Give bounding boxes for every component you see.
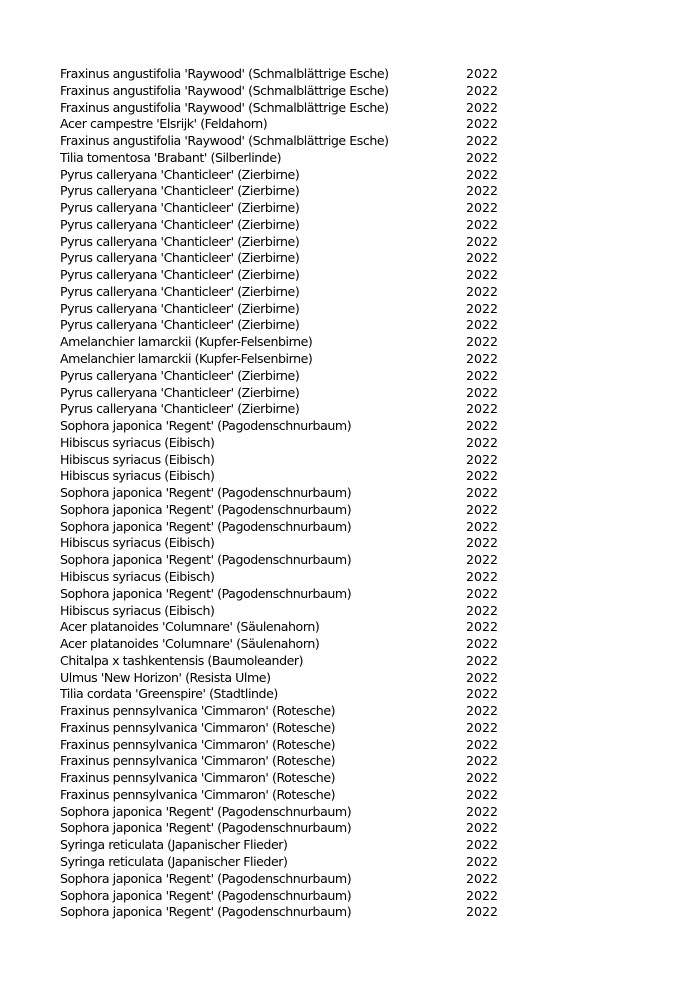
species-cell: Pyrus calleryana 'Chanticleer' (Zierbirne) <box>60 267 300 283</box>
table-row <box>60 904 510 921</box>
species-cell: Fraxinus pennsylvanica 'Cimmaron' (Rotesche) <box>60 719 336 735</box>
table-row <box>60 737 510 754</box>
table-row <box>60 167 510 184</box>
species-cell: Fraxinus pennsylvanica 'Cimmaron' (Rotesche) <box>60 703 336 719</box>
table-row <box>60 217 510 234</box>
species-cell: Acer platanoides 'Columnare' (Säulenahorn) <box>60 636 320 652</box>
table-row <box>60 820 510 837</box>
species-cell: Hibiscus syriacus (Eibisch) <box>60 468 215 484</box>
year-cell: 2022 <box>466 384 499 400</box>
year-cell: 2022 <box>466 485 499 501</box>
table-row <box>60 888 510 905</box>
species-cell: Tilia cordata 'Greenspire' (Stadtlinde) <box>60 686 278 702</box>
species-cell: Pyrus calleryana 'Chanticleer' (Zierbirne) <box>60 183 300 199</box>
table-row <box>60 368 510 385</box>
table-row <box>60 670 510 687</box>
table-row <box>60 854 510 871</box>
year-cell: 2022 <box>466 636 499 652</box>
species-cell: Fraxinus pennsylvanica 'Cimmaron' (Rotesche) <box>60 736 336 752</box>
table-row <box>60 619 510 636</box>
year-cell: 2022 <box>466 351 499 367</box>
species-cell: Chitalpa x tashkentensis (Baumoleander) <box>60 652 304 668</box>
species-cell: Tilia tomentosa 'Brabant' (Silberlinde) <box>60 149 282 165</box>
table-row <box>60 435 510 452</box>
species-cell: Fraxinus angustifolia 'Raywood' (Schmalblättrige Esche) <box>60 133 389 149</box>
year-cell: 2022 <box>466 367 499 383</box>
table-row <box>60 351 510 368</box>
table-row <box>60 770 510 787</box>
species-cell: Sophora japonica 'Regent' (Pagodenschnurbaum) <box>60 485 352 501</box>
species-cell: Pyrus calleryana 'Chanticleer' (Zierbirne) <box>60 200 300 216</box>
species-cell: Sophora japonica 'Regent' (Pagodenschnurbaum) <box>60 552 352 568</box>
species-cell: Sophora japonica 'Regent' (Pagodenschnurbaum) <box>60 518 352 534</box>
species-cell: Syringa reticulata (Japanischer Flieder) <box>60 837 288 853</box>
species-cell: Pyrus calleryana 'Chanticleer' (Zierbirne) <box>60 250 300 266</box>
year-cell: 2022 <box>466 753 499 769</box>
species-cell: Fraxinus pennsylvanica 'Cimmaron' (Rotesche) <box>60 753 336 769</box>
year-cell: 2022 <box>466 82 499 98</box>
species-cell: Amelanchier lamarckii (Kupfer-Felsenbirne) <box>60 351 313 367</box>
year-cell: 2022 <box>466 837 499 853</box>
year-cell: 2022 <box>466 250 499 266</box>
table-row <box>60 385 510 402</box>
year-cell: 2022 <box>466 786 499 802</box>
table-row <box>60 535 510 552</box>
table-row <box>60 150 510 167</box>
year-cell: 2022 <box>466 719 499 735</box>
year-cell: 2022 <box>466 267 499 283</box>
year-cell: 2022 <box>466 116 499 132</box>
year-cell: 2022 <box>466 468 499 484</box>
species-cell: Syringa reticulata (Japanischer Flieder) <box>60 853 288 869</box>
species-cell: Pyrus calleryana 'Chanticleer' (Zierbirne) <box>60 317 300 333</box>
year-cell: 2022 <box>466 619 499 635</box>
species-cell: Fraxinus angustifolia 'Raywood' (Schmalblättrige Esche) <box>60 82 389 98</box>
table-row <box>60 284 510 301</box>
table-row <box>60 83 510 100</box>
year-cell: 2022 <box>466 233 499 249</box>
year-cell: 2022 <box>466 669 499 685</box>
table-row <box>60 250 510 267</box>
species-cell: Pyrus calleryana 'Chanticleer' (Zierbirne) <box>60 367 300 383</box>
species-cell: Pyrus calleryana 'Chanticleer' (Zierbirne) <box>60 283 300 299</box>
species-cell: Hibiscus syriacus (Eibisch) <box>60 434 215 450</box>
species-cell: Hibiscus syriacus (Eibisch) <box>60 451 215 467</box>
table-row <box>60 66 510 83</box>
species-cell: Pyrus calleryana 'Chanticleer' (Zierbirne) <box>60 300 300 316</box>
year-cell: 2022 <box>466 652 499 668</box>
year-cell: 2022 <box>466 149 499 165</box>
table-row <box>60 200 510 217</box>
year-cell: 2022 <box>466 183 499 199</box>
year-cell: 2022 <box>466 401 499 417</box>
table-row <box>60 586 510 603</box>
year-cell: 2022 <box>466 283 499 299</box>
table-row <box>60 317 510 334</box>
year-cell: 2022 <box>466 870 499 886</box>
year-cell: 2022 <box>466 904 499 920</box>
year-cell: 2022 <box>466 770 499 786</box>
year-cell: 2022 <box>466 133 499 149</box>
species-cell: Sophora japonica 'Regent' (Pagodenschnurbaum) <box>60 887 352 903</box>
table-row <box>60 301 510 318</box>
species-cell: Sophora japonica 'Regent' (Pagodenschnurbaum) <box>60 585 352 601</box>
year-cell: 2022 <box>466 568 499 584</box>
table-row <box>60 116 510 133</box>
year-cell: 2022 <box>466 99 499 115</box>
table-row <box>60 552 510 569</box>
table-row <box>60 183 510 200</box>
table-row <box>60 267 510 284</box>
species-cell: Ulmus 'New Horizon' (Resista Ulme) <box>60 669 271 685</box>
year-cell: 2022 <box>466 317 499 333</box>
species-cell: Sophora japonica 'Regent' (Pagodenschnurbaum) <box>60 870 352 886</box>
table-row <box>60 569 510 586</box>
year-cell: 2022 <box>466 501 499 517</box>
year-cell: 2022 <box>466 66 499 81</box>
year-cell: 2022 <box>466 300 499 316</box>
table-row <box>60 100 510 117</box>
table-row <box>60 133 510 150</box>
table-row <box>60 753 510 770</box>
table-row <box>60 787 510 804</box>
species-cell: Hibiscus syriacus (Eibisch) <box>60 568 215 584</box>
year-cell: 2022 <box>466 518 499 534</box>
species-cell: Sophora japonica 'Regent' (Pagodenschnurbaum) <box>60 501 352 517</box>
year-cell: 2022 <box>466 200 499 216</box>
table-row <box>60 804 510 821</box>
table-row <box>60 334 510 351</box>
species-cell: Pyrus calleryana 'Chanticleer' (Zierbirne) <box>60 401 300 417</box>
year-cell: 2022 <box>466 703 499 719</box>
table-row <box>60 485 510 502</box>
year-cell: 2022 <box>466 887 499 903</box>
species-cell: Fraxinus angustifolia 'Raywood' (Schmalblättrige Esche) <box>60 66 389 81</box>
species-cell: Pyrus calleryana 'Chanticleer' (Zierbirne) <box>60 384 300 400</box>
year-cell: 2022 <box>466 803 499 819</box>
table-row <box>60 720 510 737</box>
year-cell: 2022 <box>466 434 499 450</box>
year-cell: 2022 <box>466 820 499 836</box>
year-cell: 2022 <box>466 216 499 232</box>
table-row <box>60 418 510 435</box>
table-row <box>60 468 510 485</box>
species-cell: Fraxinus pennsylvanica 'Cimmaron' (Rotesche) <box>60 786 336 802</box>
species-cell: Hibiscus syriacus (Eibisch) <box>60 535 215 551</box>
table-row <box>60 703 510 720</box>
table-row <box>60 234 510 251</box>
species-cell: Pyrus calleryana 'Chanticleer' (Zierbirne) <box>60 216 300 232</box>
species-cell: Pyrus calleryana 'Chanticleer' (Zierbirne) <box>60 166 300 182</box>
year-cell: 2022 <box>466 418 499 434</box>
species-cell: Pyrus calleryana 'Chanticleer' (Zierbirne) <box>60 233 300 249</box>
table-row <box>60 686 510 703</box>
table-row <box>60 401 510 418</box>
year-cell: 2022 <box>466 602 499 618</box>
species-cell: Sophora japonica 'Regent' (Pagodenschnurbaum) <box>60 418 352 434</box>
table-row <box>60 519 510 536</box>
year-cell: 2022 <box>466 585 499 601</box>
year-cell: 2022 <box>466 853 499 869</box>
year-cell: 2022 <box>466 552 499 568</box>
year-cell: 2022 <box>466 736 499 752</box>
species-cell: Sophora japonica 'Regent' (Pagodenschnurbaum) <box>60 820 352 836</box>
species-cell: Amelanchier lamarckii (Kupfer-Felsenbirne) <box>60 334 313 350</box>
species-cell: Acer campestre 'Elsrijk' (Feldahorn) <box>60 116 268 132</box>
year-cell: 2022 <box>466 334 499 350</box>
table-row <box>60 837 510 854</box>
species-cell: Hibiscus syriacus (Eibisch) <box>60 602 215 618</box>
species-cell: Sophora japonica 'Regent' (Pagodenschnurbaum) <box>60 904 352 920</box>
species-cell: Fraxinus angustifolia 'Raywood' (Schmalblättrige Esche) <box>60 99 389 115</box>
table-row <box>60 653 510 670</box>
table-row <box>60 502 510 519</box>
year-cell: 2022 <box>466 686 499 702</box>
table-row <box>60 871 510 888</box>
species-cell: Acer platanoides 'Columnare' (Säulenahorn) <box>60 619 320 635</box>
table-row <box>60 636 510 653</box>
tree-planting-table <box>60 66 510 921</box>
year-cell: 2022 <box>466 451 499 467</box>
year-cell: 2022 <box>466 166 499 182</box>
species-cell: Fraxinus pennsylvanica 'Cimmaron' (Rotesche) <box>60 770 336 786</box>
species-cell: Sophora japonica 'Regent' (Pagodenschnurbaum) <box>60 803 352 819</box>
table-row <box>60 603 510 620</box>
table-row <box>60 452 510 469</box>
year-cell: 2022 <box>466 535 499 551</box>
